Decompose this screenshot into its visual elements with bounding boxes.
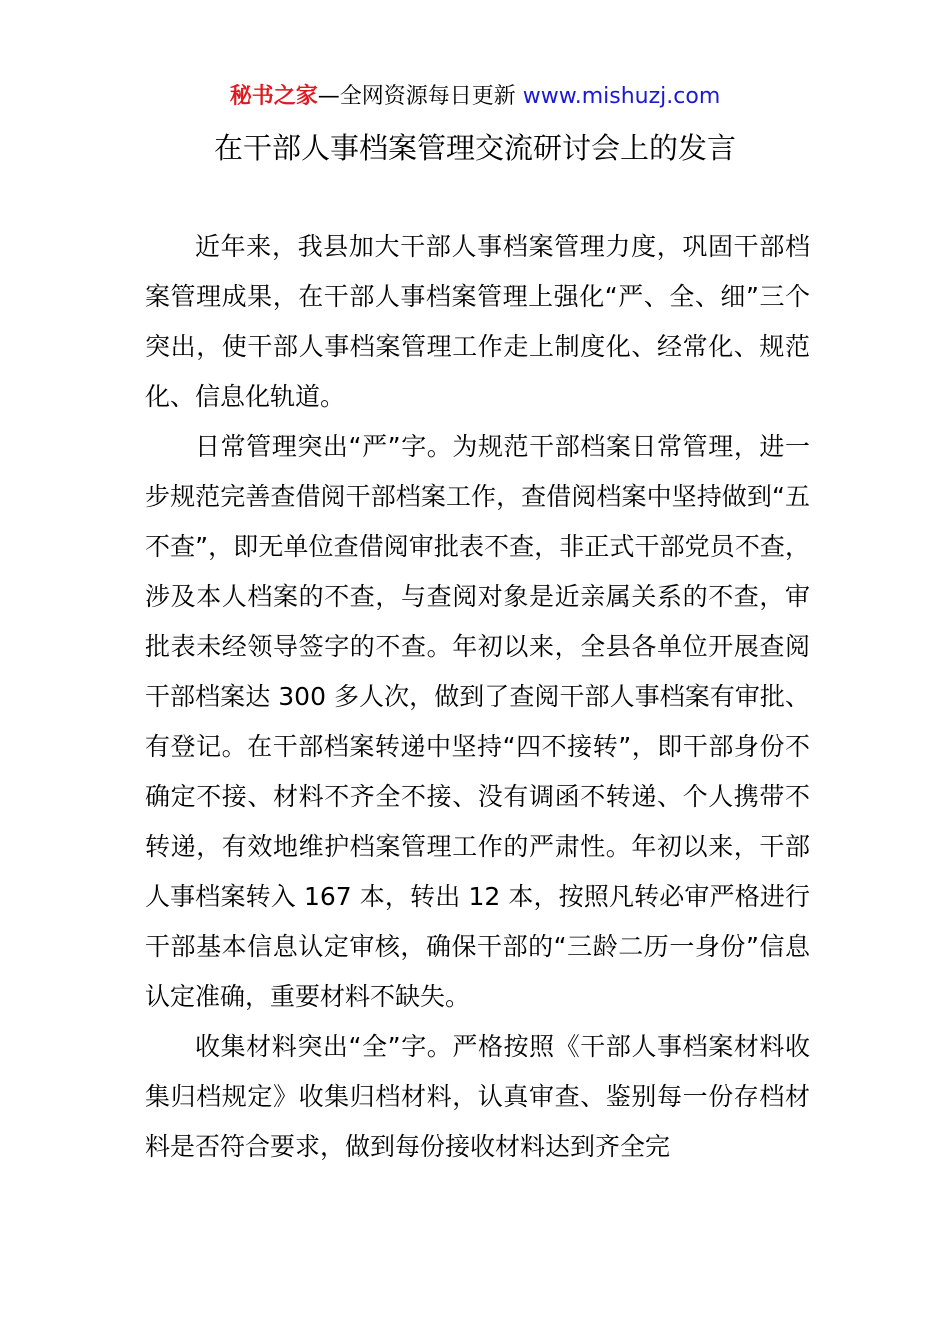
site-header [0, 82, 950, 112]
paragraph-strict: 日常管理突出“严”字。为规范干部档案日常管理，进一步规范完善查借阅干部档案工作，查借阅档案中坚持做到“五不查”，即无单位查借阅审批表不查，非正式干部党员不查，涉及本人档案的不查，与查阅对象是近亲属关系的不查，审批表未经领导签字的不查。年初以来，全县各单位开展查阅干部档案达 300 多人次，做到了查阅干部人事档案有审批、有登记。在干部档案转递中坚持“四不接转”，即干部身份不确定不接、材料不齐全不接、没有调函不转递、个人携带不转递，有效地维护档案管理工作的严肃性。年初以来，干部人事档案转入 167 本，转出 12 本，按照凡转必审严格进行干部基本信息认定审核，确保干部的“三龄二历一身份”信息认定准确，重要材料不缺失。 [145, 432, 810, 1011]
header-tagline: —全网资源每日更新 [317, 84, 523, 109]
document-title: 在干部人事档案管理交流研讨会上的发言 [213, 131, 736, 165]
site-url-link[interactable]: www.mishuzj.com [522, 84, 721, 109]
paragraph-intro: 近年来，我县加大干部人事档案管理力度，巩固干部档案管理成果，在干部人事档案管理上强化“严、全、细”三个突出，使干部人事档案管理工作走上制度化、经常化、规范化、信息化轨道。 [145, 232, 810, 411]
paragraph-complete: 收集材料突出“全”字。严格按照《干部人事档案材料收集归档规定》收集归档材料，认真审查、鉴别每一份存档材料是否符合要求，做到每份接收材料达到齐全完 [145, 1032, 810, 1161]
document-body [145, 222, 810, 1172]
brand-name: 秘书之家 [229, 84, 318, 109]
